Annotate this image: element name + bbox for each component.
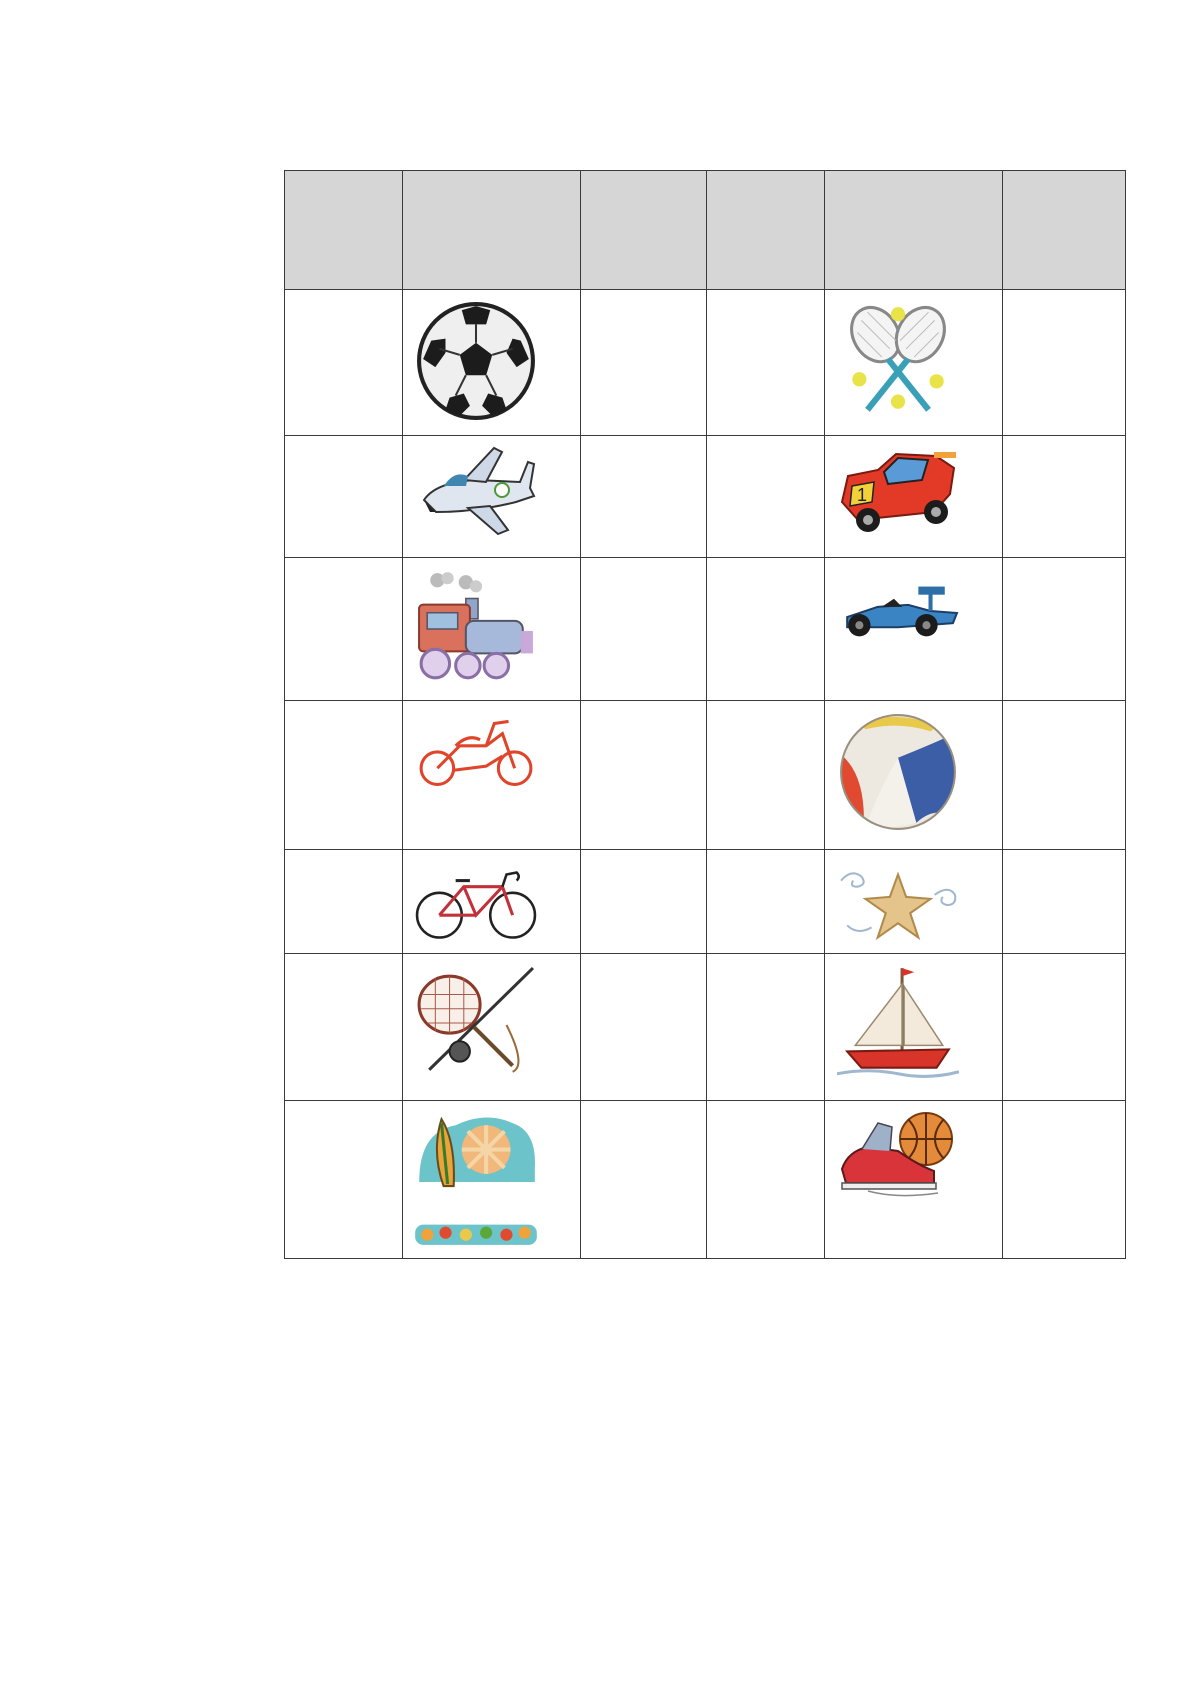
table-cell bbox=[285, 1101, 403, 1259]
table-cell bbox=[285, 954, 403, 1101]
design-cell bbox=[825, 1101, 1003, 1259]
table-cell bbox=[707, 1101, 825, 1259]
design-cell bbox=[403, 1101, 581, 1259]
table-cell bbox=[1003, 290, 1126, 436]
design-cell bbox=[403, 701, 581, 850]
table-row bbox=[285, 436, 1126, 558]
design-cell bbox=[403, 290, 581, 436]
race-car-icon bbox=[837, 446, 959, 536]
table-row bbox=[285, 1101, 1126, 1259]
table-cell bbox=[707, 558, 825, 701]
table-cell bbox=[707, 850, 825, 954]
design-cell bbox=[825, 290, 1003, 436]
design-cell bbox=[403, 850, 581, 954]
header-cell-2 bbox=[403, 171, 581, 290]
table-cell bbox=[707, 436, 825, 558]
design-cell bbox=[825, 701, 1003, 850]
sailboat-icon bbox=[837, 964, 959, 1086]
tennis-rackets-icon bbox=[837, 300, 959, 422]
table-cell bbox=[581, 558, 707, 701]
design-catalog-table bbox=[284, 170, 1126, 1259]
table-cell bbox=[1003, 954, 1126, 1101]
design-cell bbox=[403, 436, 581, 558]
design-cell bbox=[825, 954, 1003, 1101]
header-cell-3 bbox=[581, 171, 707, 290]
motorcycle-icon bbox=[415, 711, 537, 801]
table-cell bbox=[581, 954, 707, 1101]
starfish-icon bbox=[837, 860, 959, 950]
design-cell bbox=[825, 558, 1003, 701]
table-row bbox=[285, 558, 1126, 701]
svg-text:1: 1 bbox=[857, 485, 868, 505]
surfboard-icon bbox=[415, 1111, 537, 1253]
soccer-ball-icon bbox=[415, 300, 537, 422]
table-cell bbox=[581, 850, 707, 954]
design-cell bbox=[403, 558, 581, 701]
design-cell bbox=[403, 954, 581, 1101]
header-cell-4 bbox=[707, 171, 825, 290]
table-cell bbox=[707, 290, 825, 436]
table-cell bbox=[285, 558, 403, 701]
sneakers-basketball-icon bbox=[837, 1111, 959, 1201]
table-cell bbox=[285, 850, 403, 954]
table-cell bbox=[581, 701, 707, 850]
table-cell bbox=[1003, 558, 1126, 701]
table-row bbox=[285, 701, 1126, 850]
airplane-icon bbox=[415, 446, 537, 536]
table-cell bbox=[285, 701, 403, 850]
fishing-gear-icon bbox=[415, 964, 537, 1086]
table-cell bbox=[1003, 850, 1126, 954]
table-cell bbox=[285, 290, 403, 436]
table-header-row bbox=[285, 171, 1126, 290]
formula-car-icon bbox=[837, 568, 959, 658]
table-cell bbox=[581, 436, 707, 558]
table-cell bbox=[707, 954, 825, 1101]
table-cell bbox=[1003, 436, 1126, 558]
table-row bbox=[285, 290, 1126, 436]
table-cell bbox=[1003, 701, 1126, 850]
header-cell-6 bbox=[1003, 171, 1126, 290]
table-cell bbox=[1003, 1101, 1126, 1259]
table-cell bbox=[285, 436, 403, 558]
design-cell bbox=[825, 436, 1003, 558]
header-cell-1 bbox=[285, 171, 403, 290]
design-cell bbox=[825, 850, 1003, 954]
table-cell bbox=[707, 701, 825, 850]
beach-ball-icon bbox=[837, 711, 959, 833]
bicycle-icon bbox=[415, 860, 537, 950]
header-cell-5 bbox=[825, 171, 1003, 290]
table-row bbox=[285, 954, 1126, 1101]
table-cell bbox=[581, 290, 707, 436]
steam-train-icon bbox=[415, 568, 537, 690]
table-row bbox=[285, 850, 1126, 954]
table-cell bbox=[581, 1101, 707, 1259]
